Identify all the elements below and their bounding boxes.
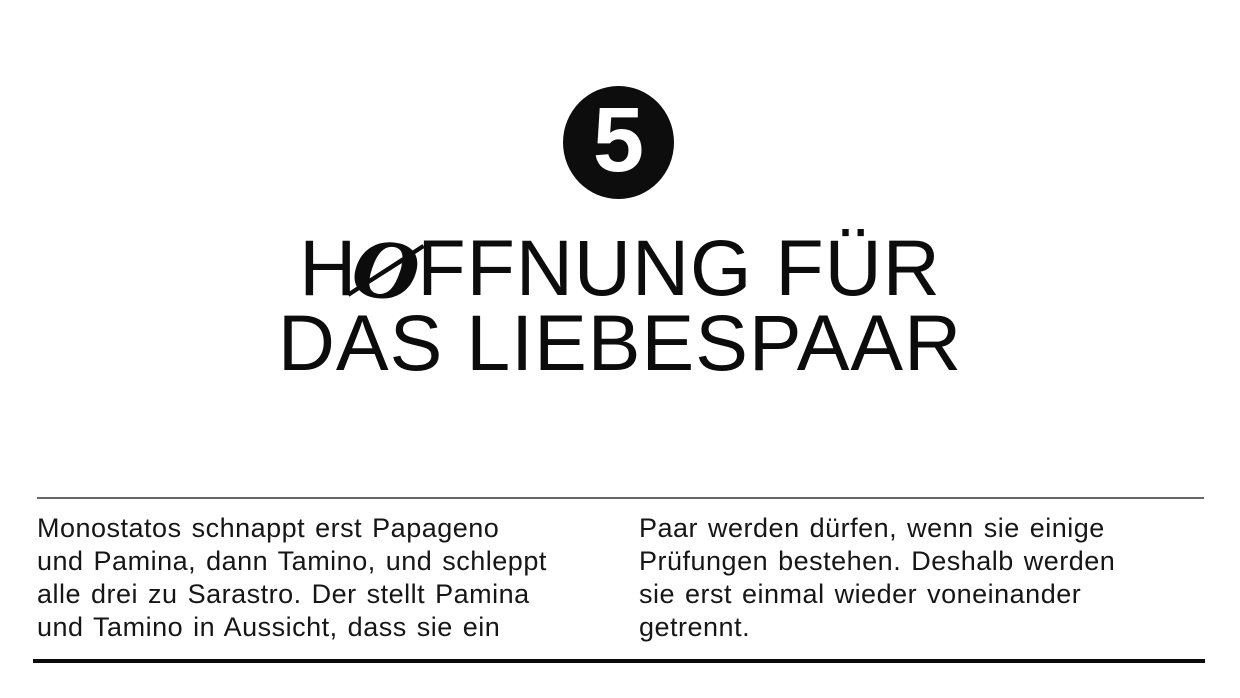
slashed-o-glyph: Ø bbox=[347, 223, 426, 320]
body-text-line: und Pamina, dann Tamino, und schleppt bbox=[37, 546, 547, 576]
body-text-line: Paar werden dürfen, wenn sie einige bbox=[639, 513, 1105, 543]
top-divider-rule bbox=[37, 497, 1204, 499]
bottom-rule bbox=[33, 659, 1205, 663]
body-text-line: getrennt. bbox=[639, 612, 751, 642]
title-line1-post: FFNUNG FÜR bbox=[417, 223, 941, 312]
title-line1-pre: H bbox=[299, 223, 358, 312]
body-column-left bbox=[37, 512, 612, 644]
body-text-line: Prüfungen bestehen. Deshalb werden bbox=[639, 546, 1116, 576]
body-text-line: und Tamino in Aussicht, dass sie ein bbox=[37, 612, 501, 642]
body-text-line: sie erst einmal wieder voneinander bbox=[639, 579, 1082, 609]
chapter-number-badge bbox=[563, 86, 674, 199]
chapter-title-line1 bbox=[0, 223, 1240, 320]
body-text-line: alle drei zu Sarastro. Der stellt Pamina bbox=[37, 579, 530, 609]
body-column-right bbox=[639, 512, 1199, 644]
chapter-title bbox=[0, 223, 1240, 387]
body-text-line: Monostatos schnappt erst Papageno bbox=[37, 513, 500, 543]
chapter-number: 5 bbox=[592, 88, 645, 191]
chapter-title-line2: DAS LIEBESPAAR bbox=[277, 298, 963, 387]
